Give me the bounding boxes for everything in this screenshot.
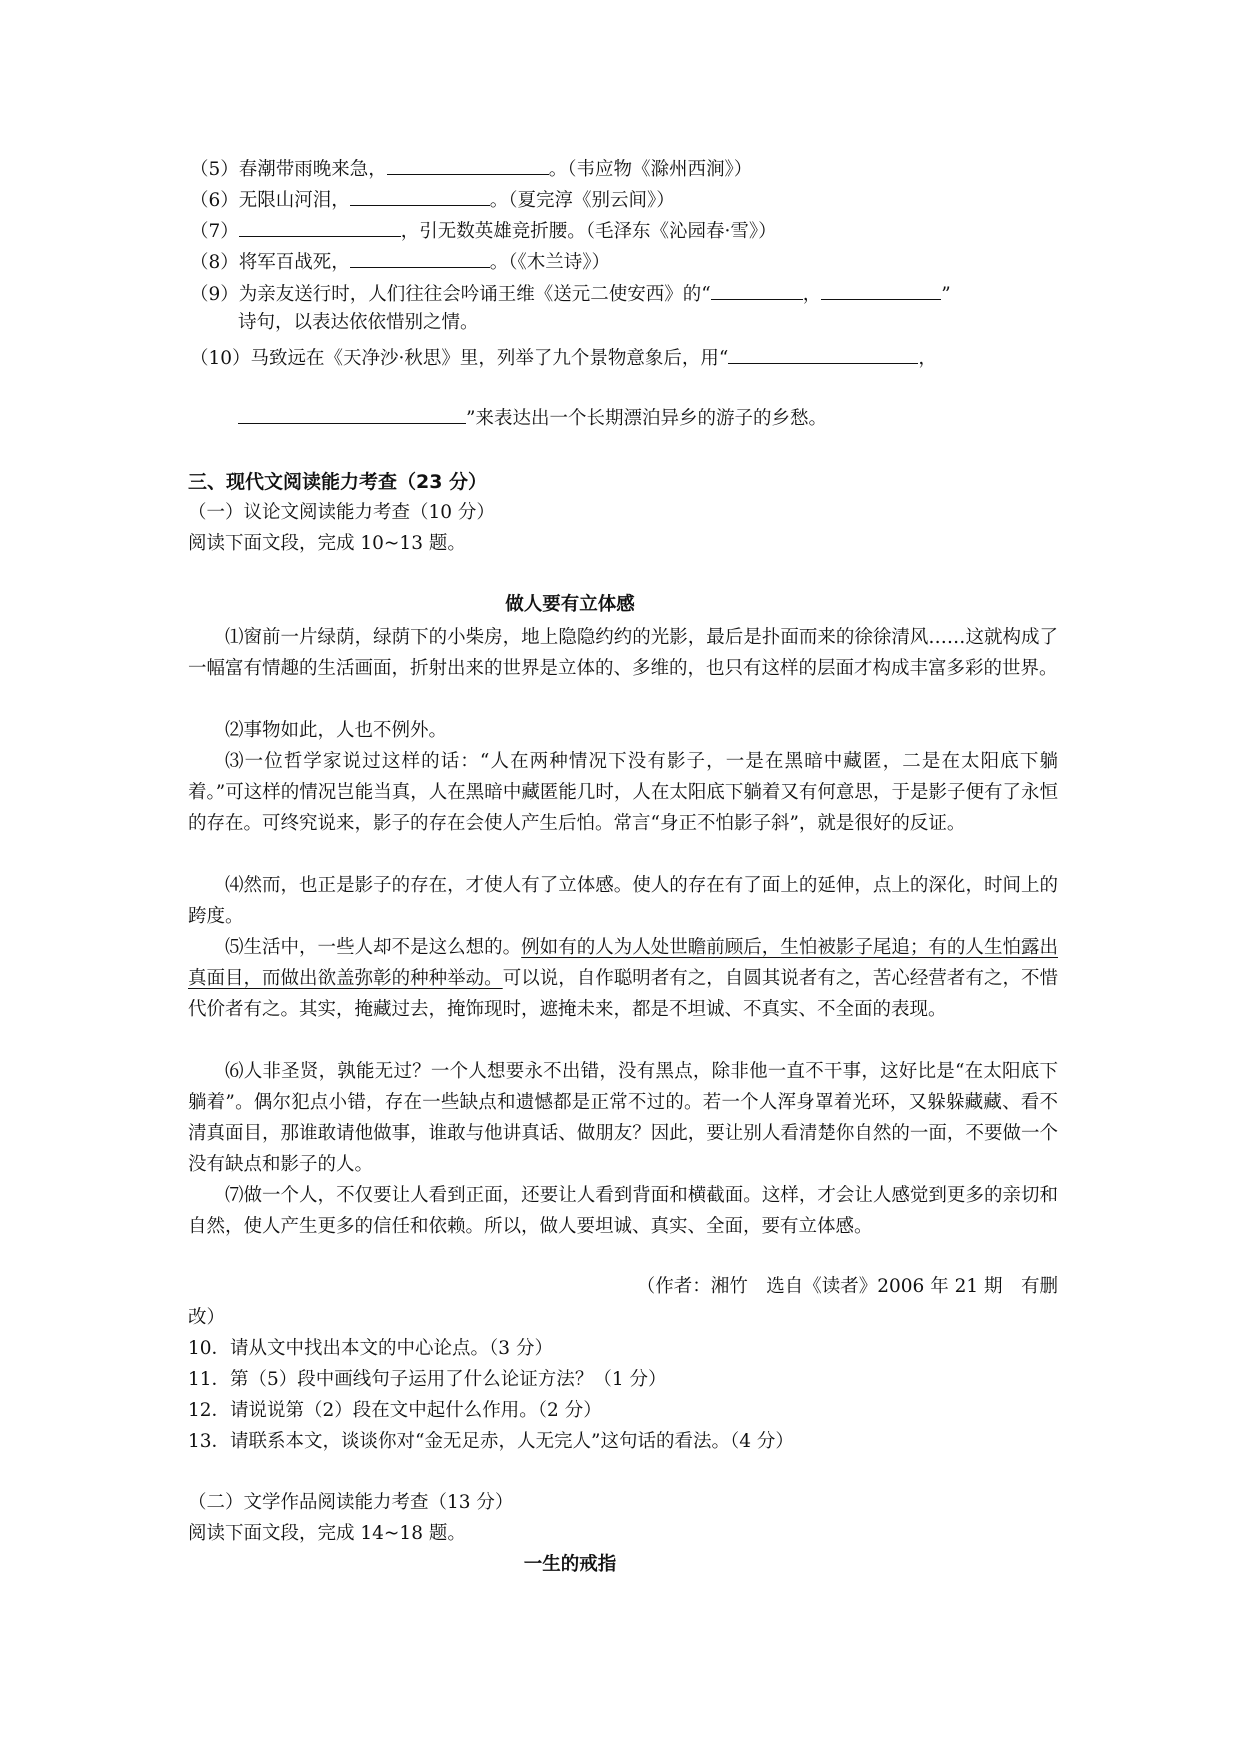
p5-underlined-sentence: 例如有的人为人处世瞻前顾后，生怕被影子尾追；有的人生怕露出真面目，而做出欲盖弥彰的种种举动。 [188,937,1058,989]
section-heading: 三、现代文阅读能力考查（23 分） [188,471,488,493]
q9-close: ” [941,284,951,305]
poetry-q10-cont [238,404,827,432]
essay-paragraph-1: ⑴窗前一片绿荫，绿荫下的小柴房，地上隐隐约约的光影，最后是扑面而来的徐徐清风……这就构成了一幅富有情趣的生活画面，折射出来的世界是立体的、多维的，也只有这样的层面才构成丰富多彩的世界。 [188,627,1058,679]
q6-text: （6）无限山河泪， [190,190,350,211]
q10-comma: ， [918,348,937,369]
q10-blank-2[interactable] [238,404,466,424]
poetry-q10 [190,344,937,372]
q10-close: ”来表达出一个长期漂泊异乡的游子的乡愁。 [466,408,827,429]
p5-lead: ⑸生活中，一些人却不是这么想的。 [225,937,522,958]
q5-blank[interactable] [387,155,549,175]
essay-paragraph-5 [188,932,1058,1025]
poetry-q9-cont: 诗句，以表达依依惜别之情。 [238,312,479,333]
q9-blank-1[interactable] [711,280,803,300]
q8-text: （8）将军百战死， [190,252,350,273]
q7-blank[interactable] [239,217,401,237]
poetry-q7 [190,217,777,245]
q10-text: （10）马致远在《天净沙·秋思》里，列举了九个景物意象后，用“ [190,348,729,369]
q8-blank[interactable] [350,248,490,268]
essay-source: （作者：湘竹 选自《读者》2006 年 21 期 有删 [636,1276,1058,1297]
poetry-q9 [190,280,951,308]
q9-text: （9）为亲友送行时，人们往往会吟诵王维《送元二使安西》的“ [190,284,711,305]
story-title: 一生的戒指 [523,1554,617,1575]
essay-paragraph-4: ⑷然而，也正是影子的存在，才使人有了立体感。使人的存在有了面上的延伸，点上的深化，时间上的跨度。 [188,875,1058,927]
essay-paragraph-2: ⑵事物如此，人也不例外。 [225,720,448,741]
q9-comma: ， [802,284,822,305]
q9-blank-2[interactable] [821,280,941,300]
instruction-2: 阅读下面文段，完成 14~18 题。 [188,1523,466,1544]
q6-blank[interactable] [350,186,490,206]
q8-source: 。（《木兰诗》） [489,252,611,273]
essay-paragraph-6: ⑹人非圣贤，孰能无过？一个人想要永不出错，没有黑点，除非他一直不干事，这好比是“在太阳底下躺着”。偶尔犯点小错，存在一些缺点和遗憾都是正常不过的。若一个人浑身罩着光环，又躲躲藏藏、看不清真面目，那谁敢请他做事，谁敢与他讲真话、做朋友？因此，要让别人看清楚你自然的一面，不要做一个没有缺点和影子的人。 [188,1061,1058,1175]
p5-rest: 可以说，自作聪明者有之，自圆其说者有之，苦心经营者有之，不惜代价者有之。其实，掩藏过去，掩饰现时，遮掩未来，都是不坦诚、不真实、不全面的表现。 [188,968,1058,1020]
essay-paragraph-3: ⑶一位哲学家说过这样的话：“人在两种情况下没有影子，一是在黑暗中藏匿，二是在太阳底下躺着。”可这样的情况岂能当真，人在黑暗中藏匿能几时，人在太阳底下躺着又有何意思，于是影子便有了永恒的存在。可终究说来，影子的存在会使人产生后怕。常言“身正不怕影子斜”，就是很好的反证。 [188,751,1058,834]
instruction-1: 阅读下面文段，完成 10~13 题。 [188,533,466,554]
subsection-1: （一）议论文阅读能力考查（10 分） [188,502,495,523]
question-13: 13．请联系本文，谈谈你对“金无足赤，人无完人”这句话的看法。（4 分） [188,1431,794,1452]
q6-source: 。（夏完淳《别云间》） [489,190,675,211]
poetry-q8 [190,248,610,276]
poetry-q6 [190,186,675,214]
q7-text: ，引无数英雄竞折腰。（毛泽东《沁园春·雪》） [400,221,777,242]
subsection-2: （二）文学作品阅读能力考查（13 分） [188,1492,514,1513]
q7-num: （7） [190,221,239,242]
q5-source: 。（韦应物《滁州西涧》） [548,159,753,180]
question-12: 12．请说说第（2）段在文中起什么作用。（2 分） [188,1400,602,1421]
q10-blank-1[interactable] [728,344,918,364]
question-10: 10．请从文中找出本文的中心论点。（3 分） [188,1338,553,1359]
question-11: 11．第（5）段中画线句子运用了什么论证方法？（1 分） [188,1369,667,1390]
q5-text: （5）春潮带雨晚来急， [190,159,387,180]
essay-title: 做人要有立体感 [505,594,635,615]
essay-source-cont: 改） [188,1307,226,1328]
poetry-q5 [190,155,752,183]
essay-paragraph-7: ⑺做一个人，不仅要让人看到正面，还要让人看到背面和横截面。这样，才会让人感觉到更多的亲切和自然，使人产生更多的信任和依赖。所以，做人要坦诚、真实、全面，要有立体感。 [188,1185,1058,1237]
